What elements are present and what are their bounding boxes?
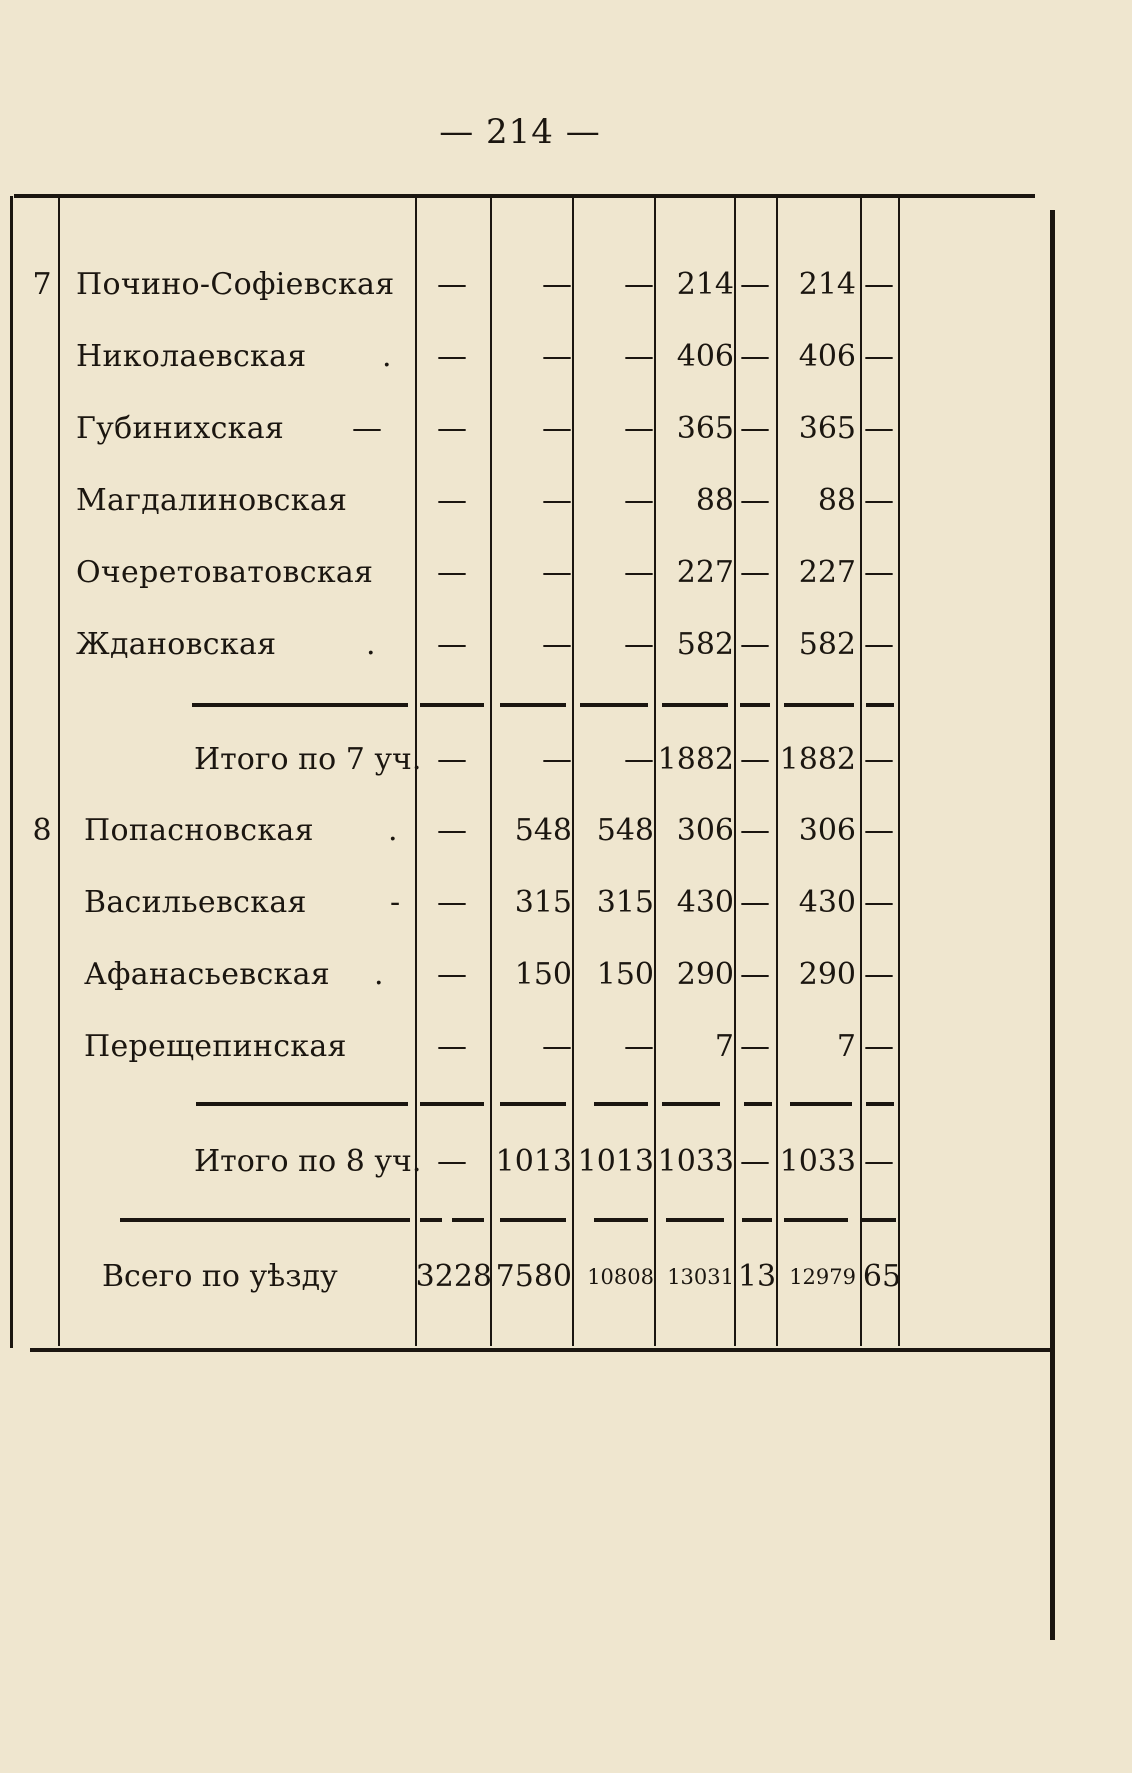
cell: — [740, 411, 770, 446]
cell: 1013 [495, 1144, 572, 1179]
subtotal-row [0, 1142, 1132, 1182]
cell: 1033 [779, 1144, 856, 1179]
cell: — [437, 627, 467, 662]
district-name: Почино-Софіевская [76, 267, 395, 302]
cell: — [624, 483, 654, 518]
district-name: Николаевская [76, 339, 307, 374]
cell: 1013 [577, 1144, 654, 1179]
cell: 548 [596, 813, 654, 848]
district-name: Васильевская [84, 885, 307, 920]
cell: — [740, 1029, 770, 1064]
cell: 3228 [415, 1259, 492, 1294]
page-number: — 214 — [439, 112, 601, 152]
cell: — [437, 339, 467, 374]
cell: — [437, 813, 467, 848]
table-row [0, 883, 1132, 923]
cell: 582 [798, 627, 856, 662]
cell: — [542, 742, 572, 777]
cell: — [624, 555, 654, 590]
cell: — [624, 411, 654, 446]
table-row [0, 265, 1132, 305]
table-row [0, 553, 1132, 593]
cell: 227 [676, 555, 734, 590]
cell: — [542, 339, 572, 374]
cell: 315 [596, 885, 654, 920]
cell: — [624, 267, 654, 302]
cell: — [864, 1029, 894, 1064]
cell: — [864, 483, 894, 518]
cell: — [864, 411, 894, 446]
table-row [0, 811, 1132, 851]
cell: 1882 [657, 742, 734, 777]
table-top-rule [14, 194, 1035, 198]
cell: — [864, 742, 894, 777]
cell: 7580 [495, 1259, 572, 1294]
cell: 430 [676, 885, 734, 920]
cell: 13 [737, 1259, 777, 1294]
cell: 430 [798, 885, 856, 920]
leader-mark: . [366, 627, 376, 662]
cell: — [542, 555, 572, 590]
table-row [0, 955, 1132, 995]
table-row [0, 1027, 1132, 1067]
cell: — [437, 267, 467, 302]
cell: — [624, 1029, 654, 1064]
cell: 214 [798, 267, 856, 302]
cell: — [740, 627, 770, 662]
cell: — [437, 957, 467, 992]
cell: — [740, 742, 770, 777]
leader-mark: - [390, 885, 401, 920]
cell: — [864, 555, 894, 590]
cell: — [864, 267, 894, 302]
cell: — [864, 627, 894, 662]
cell: — [437, 483, 467, 518]
leader-mark: . [374, 957, 384, 992]
table-row [0, 409, 1132, 449]
cell: — [864, 1144, 894, 1179]
table-bottom-rule [30, 1348, 1050, 1352]
leader-mark: . [388, 813, 398, 848]
cell: 406 [798, 339, 856, 374]
cell: — [624, 339, 654, 374]
cell: — [437, 1029, 467, 1064]
district-name: Губинихская [76, 411, 285, 446]
cell: — [864, 339, 894, 374]
cell: 10808 [587, 1265, 654, 1289]
leader-mark: . [382, 339, 392, 374]
cell: — [542, 483, 572, 518]
cell: 306 [676, 813, 734, 848]
cell: — [437, 742, 467, 777]
cell: 548 [514, 813, 572, 848]
cell: — [437, 411, 467, 446]
cell: 7 [714, 1029, 734, 1064]
section-number: 7 [32, 267, 52, 302]
district-name: Магдалиновская [76, 483, 348, 518]
section-number: 8 [32, 813, 52, 848]
subtotal-row [0, 740, 1132, 780]
cell: 214 [676, 267, 734, 302]
subtotal-label: Итого по 7 уч. [194, 742, 422, 777]
cell: 88 [695, 483, 734, 518]
cell: — [740, 957, 770, 992]
cell: — [542, 627, 572, 662]
district-name: Ждановская [76, 627, 277, 662]
cell: — [740, 1144, 770, 1179]
cell: — [437, 555, 467, 590]
cell: — [624, 627, 654, 662]
district-name: Очеретоватовская [76, 555, 374, 590]
grand-total-label: Всего по уѣзду [102, 1259, 338, 1294]
cell: 227 [798, 555, 856, 590]
district-name: Афанасьевская [84, 957, 331, 992]
cell: 290 [798, 957, 856, 992]
cell: 315 [514, 885, 572, 920]
cell: — [740, 483, 770, 518]
cell: — [864, 885, 894, 920]
cell: 1882 [779, 742, 856, 777]
cell: — [437, 1144, 467, 1179]
cell: 12979 [789, 1265, 856, 1289]
cell: 290 [676, 957, 734, 992]
district-name: Попасновская [84, 813, 314, 848]
cell: 406 [676, 339, 734, 374]
cell: — [624, 742, 654, 777]
cell: 65 [862, 1259, 902, 1294]
cell: — [740, 885, 770, 920]
cell: — [740, 555, 770, 590]
cell: 88 [817, 483, 856, 518]
table-row [0, 337, 1132, 377]
cell: — [740, 813, 770, 848]
cell: — [864, 813, 894, 848]
cell: 150 [514, 957, 572, 992]
cell: — [740, 267, 770, 302]
table-row [0, 481, 1132, 521]
grand-total-row [0, 1257, 1132, 1297]
cell: 13031 [667, 1265, 734, 1289]
cell: 7 [836, 1029, 856, 1064]
cell: 306 [798, 813, 856, 848]
cell: 365 [676, 411, 734, 446]
leader-mark: — [352, 411, 382, 446]
cell: 150 [596, 957, 654, 992]
cell: — [740, 339, 770, 374]
cell: 582 [676, 627, 734, 662]
cell: — [542, 267, 572, 302]
district-name: Перещепинская [84, 1029, 347, 1064]
cell: — [542, 411, 572, 446]
cell: 365 [798, 411, 856, 446]
subtotal-label: Итого по 8 уч. [194, 1144, 422, 1179]
cell: — [542, 1029, 572, 1064]
cell: 1033 [657, 1144, 734, 1179]
cell: — [864, 957, 894, 992]
table-row [0, 625, 1132, 665]
cell: — [437, 885, 467, 920]
